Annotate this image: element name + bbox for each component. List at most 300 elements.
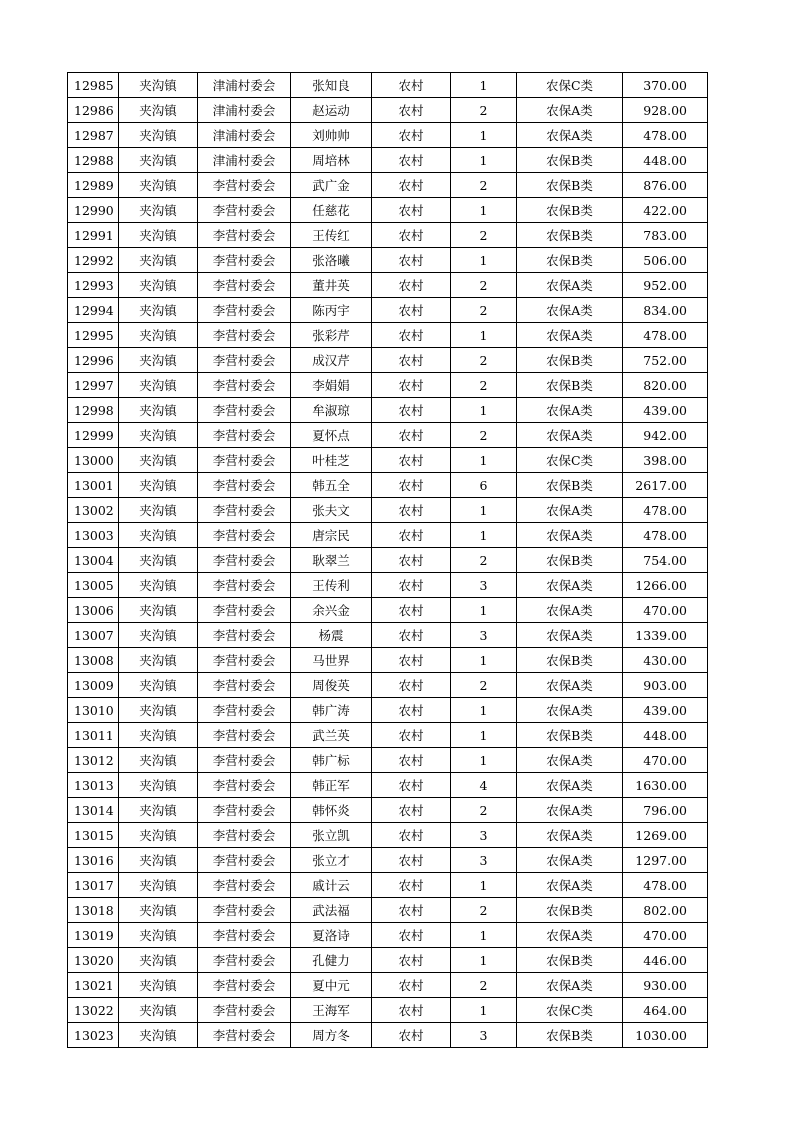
household-count-cell: 1 bbox=[451, 73, 517, 98]
name-cell: 刘帅帅 bbox=[291, 123, 372, 148]
household-count-cell: 2 bbox=[451, 298, 517, 323]
row-id-cell: 13019 bbox=[68, 923, 119, 948]
area-type-cell: 农村 bbox=[372, 848, 451, 873]
area-type-cell: 农村 bbox=[372, 423, 451, 448]
area-type-cell: 农村 bbox=[372, 198, 451, 223]
row-id-cell: 13017 bbox=[68, 873, 119, 898]
table-row bbox=[68, 298, 708, 323]
village-cell: 李营村委会 bbox=[198, 798, 291, 823]
category-cell: 农保B类 bbox=[517, 648, 623, 673]
amount-cell: 398.00 bbox=[623, 448, 708, 473]
area-type-cell: 农村 bbox=[372, 573, 451, 598]
area-type-cell: 农村 bbox=[372, 898, 451, 923]
category-cell: 农保B类 bbox=[517, 723, 623, 748]
row-id-cell: 13013 bbox=[68, 773, 119, 798]
village-cell: 李营村委会 bbox=[198, 598, 291, 623]
name-cell: 孔健力 bbox=[291, 948, 372, 973]
amount-cell: 1339.00 bbox=[623, 623, 708, 648]
area-type-cell: 农村 bbox=[372, 998, 451, 1023]
table-row bbox=[68, 473, 708, 498]
table-row bbox=[68, 673, 708, 698]
table-row bbox=[68, 273, 708, 298]
town-cell: 夹沟镇 bbox=[119, 823, 198, 848]
table-row bbox=[68, 98, 708, 123]
table-row bbox=[68, 973, 708, 998]
table-row bbox=[68, 73, 708, 98]
area-type-cell: 农村 bbox=[372, 473, 451, 498]
area-type-cell: 农村 bbox=[372, 1023, 451, 1048]
name-cell: 王传利 bbox=[291, 573, 372, 598]
area-type-cell: 农村 bbox=[372, 973, 451, 998]
row-id-cell: 13001 bbox=[68, 473, 119, 498]
village-cell: 李营村委会 bbox=[198, 698, 291, 723]
category-cell: 农保A类 bbox=[517, 673, 623, 698]
household-count-cell: 2 bbox=[451, 273, 517, 298]
category-cell: 农保A类 bbox=[517, 748, 623, 773]
table-body bbox=[68, 73, 708, 1048]
row-id-cell: 13018 bbox=[68, 898, 119, 923]
town-cell: 夹沟镇 bbox=[119, 923, 198, 948]
category-cell: 农保A类 bbox=[517, 823, 623, 848]
table-row bbox=[68, 873, 708, 898]
row-id-cell: 12996 bbox=[68, 348, 119, 373]
village-cell: 李营村委会 bbox=[198, 1023, 291, 1048]
row-id-cell: 12988 bbox=[68, 148, 119, 173]
amount-cell: 439.00 bbox=[623, 398, 708, 423]
village-cell: 李营村委会 bbox=[198, 648, 291, 673]
category-cell: 农保C类 bbox=[517, 448, 623, 473]
village-cell: 李营村委会 bbox=[198, 623, 291, 648]
area-type-cell: 农村 bbox=[372, 748, 451, 773]
category-cell: 农保B类 bbox=[517, 173, 623, 198]
amount-cell: 470.00 bbox=[623, 748, 708, 773]
household-count-cell: 1 bbox=[451, 148, 517, 173]
town-cell: 夹沟镇 bbox=[119, 648, 198, 673]
area-type-cell: 农村 bbox=[372, 373, 451, 398]
village-cell: 李营村委会 bbox=[198, 923, 291, 948]
name-cell: 戚计云 bbox=[291, 873, 372, 898]
town-cell: 夹沟镇 bbox=[119, 423, 198, 448]
name-cell: 韩五全 bbox=[291, 473, 372, 498]
household-count-cell: 1 bbox=[451, 498, 517, 523]
village-cell: 李营村委会 bbox=[198, 273, 291, 298]
name-cell: 董井英 bbox=[291, 273, 372, 298]
name-cell: 武兰英 bbox=[291, 723, 372, 748]
town-cell: 夹沟镇 bbox=[119, 948, 198, 973]
town-cell: 夹沟镇 bbox=[119, 623, 198, 648]
amount-cell: 478.00 bbox=[623, 498, 708, 523]
name-cell: 张知良 bbox=[291, 73, 372, 98]
household-count-cell: 3 bbox=[451, 1023, 517, 1048]
household-count-cell: 2 bbox=[451, 423, 517, 448]
category-cell: 农保A类 bbox=[517, 773, 623, 798]
category-cell: 农保B类 bbox=[517, 148, 623, 173]
town-cell: 夹沟镇 bbox=[119, 248, 198, 273]
village-cell: 李营村委会 bbox=[198, 548, 291, 573]
household-count-cell: 1 bbox=[451, 723, 517, 748]
village-cell: 李营村委会 bbox=[198, 998, 291, 1023]
village-cell: 李营村委会 bbox=[198, 498, 291, 523]
village-cell: 李营村委会 bbox=[198, 323, 291, 348]
table-row bbox=[68, 923, 708, 948]
category-cell: 农保A类 bbox=[517, 573, 623, 598]
area-type-cell: 农村 bbox=[372, 673, 451, 698]
village-cell: 李营村委会 bbox=[198, 223, 291, 248]
amount-cell: 942.00 bbox=[623, 423, 708, 448]
row-id-cell: 13016 bbox=[68, 848, 119, 873]
area-type-cell: 农村 bbox=[372, 73, 451, 98]
amount-cell: 430.00 bbox=[623, 648, 708, 673]
area-type-cell: 农村 bbox=[372, 498, 451, 523]
household-count-cell: 1 bbox=[451, 748, 517, 773]
table-row bbox=[68, 773, 708, 798]
town-cell: 夹沟镇 bbox=[119, 348, 198, 373]
amount-cell: 783.00 bbox=[623, 223, 708, 248]
amount-cell: 1266.00 bbox=[623, 573, 708, 598]
name-cell: 成汉芹 bbox=[291, 348, 372, 373]
town-cell: 夹沟镇 bbox=[119, 473, 198, 498]
row-id-cell: 12997 bbox=[68, 373, 119, 398]
town-cell: 夹沟镇 bbox=[119, 198, 198, 223]
household-count-cell: 3 bbox=[451, 623, 517, 648]
area-type-cell: 农村 bbox=[372, 773, 451, 798]
amount-cell: 470.00 bbox=[623, 598, 708, 623]
row-id-cell: 12998 bbox=[68, 398, 119, 423]
category-cell: 农保B类 bbox=[517, 898, 623, 923]
category-cell: 农保A类 bbox=[517, 98, 623, 123]
table-row bbox=[68, 123, 708, 148]
row-id-cell: 12985 bbox=[68, 73, 119, 98]
town-cell: 夹沟镇 bbox=[119, 848, 198, 873]
amount-cell: 802.00 bbox=[623, 898, 708, 923]
row-id-cell: 13007 bbox=[68, 623, 119, 648]
row-id-cell: 12990 bbox=[68, 198, 119, 223]
name-cell: 牟淑琼 bbox=[291, 398, 372, 423]
name-cell: 夏怀点 bbox=[291, 423, 372, 448]
category-cell: 农保B类 bbox=[517, 198, 623, 223]
village-cell: 李营村委会 bbox=[198, 348, 291, 373]
town-cell: 夹沟镇 bbox=[119, 298, 198, 323]
name-cell: 叶桂芝 bbox=[291, 448, 372, 473]
household-count-cell: 1 bbox=[451, 648, 517, 673]
household-count-cell: 1 bbox=[451, 698, 517, 723]
table-row bbox=[68, 348, 708, 373]
village-cell: 李营村委会 bbox=[198, 723, 291, 748]
village-cell: 李营村委会 bbox=[198, 773, 291, 798]
village-cell: 李营村委会 bbox=[198, 673, 291, 698]
town-cell: 夹沟镇 bbox=[119, 98, 198, 123]
row-id-cell: 13000 bbox=[68, 448, 119, 473]
household-count-cell: 1 bbox=[451, 198, 517, 223]
household-count-cell: 1 bbox=[451, 448, 517, 473]
name-cell: 余兴金 bbox=[291, 598, 372, 623]
town-cell: 夹沟镇 bbox=[119, 1023, 198, 1048]
category-cell: 农保B类 bbox=[517, 373, 623, 398]
household-count-cell: 4 bbox=[451, 773, 517, 798]
amount-cell: 2617.00 bbox=[623, 473, 708, 498]
village-cell: 津浦村委会 bbox=[198, 148, 291, 173]
row-id-cell: 13004 bbox=[68, 548, 119, 573]
row-id-cell: 13006 bbox=[68, 598, 119, 623]
row-id-cell: 13003 bbox=[68, 523, 119, 548]
household-count-cell: 2 bbox=[451, 898, 517, 923]
amount-cell: 903.00 bbox=[623, 673, 708, 698]
village-cell: 李营村委会 bbox=[198, 973, 291, 998]
name-cell: 张立凯 bbox=[291, 823, 372, 848]
row-id-cell: 12995 bbox=[68, 323, 119, 348]
amount-cell: 752.00 bbox=[623, 348, 708, 373]
table-row bbox=[68, 598, 708, 623]
table-row bbox=[68, 823, 708, 848]
table-row bbox=[68, 698, 708, 723]
household-count-cell: 1 bbox=[451, 598, 517, 623]
row-id-cell: 12993 bbox=[68, 273, 119, 298]
town-cell: 夹沟镇 bbox=[119, 148, 198, 173]
area-type-cell: 农村 bbox=[372, 273, 451, 298]
town-cell: 夹沟镇 bbox=[119, 698, 198, 723]
area-type-cell: 农村 bbox=[372, 798, 451, 823]
town-cell: 夹沟镇 bbox=[119, 323, 198, 348]
village-cell: 李营村委会 bbox=[198, 473, 291, 498]
name-cell: 夏中元 bbox=[291, 973, 372, 998]
amount-cell: 820.00 bbox=[623, 373, 708, 398]
village-cell: 津浦村委会 bbox=[198, 98, 291, 123]
area-type-cell: 农村 bbox=[372, 248, 451, 273]
village-cell: 李营村委会 bbox=[198, 248, 291, 273]
household-count-cell: 2 bbox=[451, 98, 517, 123]
household-count-cell: 2 bbox=[451, 548, 517, 573]
row-id-cell: 13023 bbox=[68, 1023, 119, 1048]
area-type-cell: 农村 bbox=[372, 648, 451, 673]
village-cell: 李营村委会 bbox=[198, 198, 291, 223]
area-type-cell: 农村 bbox=[372, 923, 451, 948]
village-cell: 李营村委会 bbox=[198, 898, 291, 923]
town-cell: 夹沟镇 bbox=[119, 973, 198, 998]
area-type-cell: 农村 bbox=[372, 523, 451, 548]
category-cell: 农保A类 bbox=[517, 323, 623, 348]
amount-cell: 464.00 bbox=[623, 998, 708, 1023]
area-type-cell: 农村 bbox=[372, 948, 451, 973]
category-cell: 农保B类 bbox=[517, 348, 623, 373]
household-count-cell: 3 bbox=[451, 848, 517, 873]
table-row bbox=[68, 998, 708, 1023]
name-cell: 张洛曦 bbox=[291, 248, 372, 273]
table-row bbox=[68, 498, 708, 523]
table-row bbox=[68, 248, 708, 273]
amount-cell: 478.00 bbox=[623, 123, 708, 148]
area-type-cell: 农村 bbox=[372, 98, 451, 123]
amount-cell: 478.00 bbox=[623, 873, 708, 898]
table-row bbox=[68, 223, 708, 248]
area-type-cell: 农村 bbox=[372, 348, 451, 373]
town-cell: 夹沟镇 bbox=[119, 748, 198, 773]
town-cell: 夹沟镇 bbox=[119, 898, 198, 923]
category-cell: 农保A类 bbox=[517, 398, 623, 423]
town-cell: 夹沟镇 bbox=[119, 798, 198, 823]
area-type-cell: 农村 bbox=[372, 448, 451, 473]
amount-cell: 470.00 bbox=[623, 923, 708, 948]
table-row bbox=[68, 1023, 708, 1048]
town-cell: 夹沟镇 bbox=[119, 498, 198, 523]
category-cell: 农保A类 bbox=[517, 873, 623, 898]
town-cell: 夹沟镇 bbox=[119, 523, 198, 548]
row-id-cell: 12992 bbox=[68, 248, 119, 273]
area-type-cell: 农村 bbox=[372, 873, 451, 898]
data-table bbox=[67, 72, 708, 1048]
row-id-cell: 13009 bbox=[68, 673, 119, 698]
name-cell: 韩正军 bbox=[291, 773, 372, 798]
row-id-cell: 13022 bbox=[68, 998, 119, 1023]
category-cell: 农保A类 bbox=[517, 298, 623, 323]
village-cell: 李营村委会 bbox=[198, 298, 291, 323]
row-id-cell: 13005 bbox=[68, 573, 119, 598]
category-cell: 农保A类 bbox=[517, 273, 623, 298]
area-type-cell: 农村 bbox=[372, 323, 451, 348]
category-cell: 农保B类 bbox=[517, 223, 623, 248]
name-cell: 耿翠兰 bbox=[291, 548, 372, 573]
household-count-cell: 1 bbox=[451, 123, 517, 148]
name-cell: 陈丙宇 bbox=[291, 298, 372, 323]
household-count-cell: 1 bbox=[451, 998, 517, 1023]
table-row bbox=[68, 623, 708, 648]
amount-cell: 448.00 bbox=[623, 148, 708, 173]
category-cell: 农保A类 bbox=[517, 523, 623, 548]
row-id-cell: 12989 bbox=[68, 173, 119, 198]
name-cell: 韩怀炎 bbox=[291, 798, 372, 823]
category-cell: 农保A类 bbox=[517, 848, 623, 873]
category-cell: 农保A类 bbox=[517, 798, 623, 823]
village-cell: 李营村委会 bbox=[198, 398, 291, 423]
area-type-cell: 农村 bbox=[372, 548, 451, 573]
category-cell: 农保C类 bbox=[517, 73, 623, 98]
name-cell: 任慈花 bbox=[291, 198, 372, 223]
area-type-cell: 农村 bbox=[372, 173, 451, 198]
town-cell: 夹沟镇 bbox=[119, 873, 198, 898]
amount-cell: 478.00 bbox=[623, 523, 708, 548]
town-cell: 夹沟镇 bbox=[119, 448, 198, 473]
name-cell: 赵运动 bbox=[291, 98, 372, 123]
row-id-cell: 13011 bbox=[68, 723, 119, 748]
town-cell: 夹沟镇 bbox=[119, 223, 198, 248]
table-row bbox=[68, 573, 708, 598]
category-cell: 农保B类 bbox=[517, 248, 623, 273]
table-row bbox=[68, 948, 708, 973]
amount-cell: 930.00 bbox=[623, 973, 708, 998]
household-count-cell: 1 bbox=[451, 923, 517, 948]
household-count-cell: 1 bbox=[451, 398, 517, 423]
amount-cell: 1269.00 bbox=[623, 823, 708, 848]
household-count-cell: 2 bbox=[451, 798, 517, 823]
area-type-cell: 农村 bbox=[372, 223, 451, 248]
category-cell: 农保A类 bbox=[517, 698, 623, 723]
category-cell: 农保C类 bbox=[517, 998, 623, 1023]
name-cell: 唐宗民 bbox=[291, 523, 372, 548]
table-row bbox=[68, 373, 708, 398]
name-cell: 夏洛诗 bbox=[291, 923, 372, 948]
row-id-cell: 13002 bbox=[68, 498, 119, 523]
name-cell: 周俊英 bbox=[291, 673, 372, 698]
household-count-cell: 3 bbox=[451, 823, 517, 848]
town-cell: 夹沟镇 bbox=[119, 548, 198, 573]
row-id-cell: 12987 bbox=[68, 123, 119, 148]
amount-cell: 1630.00 bbox=[623, 773, 708, 798]
table-row bbox=[68, 448, 708, 473]
row-id-cell: 13010 bbox=[68, 698, 119, 723]
category-cell: 农保A类 bbox=[517, 423, 623, 448]
table-row bbox=[68, 748, 708, 773]
row-id-cell: 13015 bbox=[68, 823, 119, 848]
area-type-cell: 农村 bbox=[372, 823, 451, 848]
row-id-cell: 12999 bbox=[68, 423, 119, 448]
household-count-cell: 1 bbox=[451, 948, 517, 973]
category-cell: 农保A类 bbox=[517, 123, 623, 148]
household-count-cell: 2 bbox=[451, 673, 517, 698]
household-count-cell: 2 bbox=[451, 973, 517, 998]
table-row bbox=[68, 148, 708, 173]
town-cell: 夹沟镇 bbox=[119, 73, 198, 98]
village-cell: 李营村委会 bbox=[198, 873, 291, 898]
amount-cell: 370.00 bbox=[623, 73, 708, 98]
category-cell: 农保A类 bbox=[517, 923, 623, 948]
area-type-cell: 农村 bbox=[372, 123, 451, 148]
town-cell: 夹沟镇 bbox=[119, 598, 198, 623]
category-cell: 农保B类 bbox=[517, 548, 623, 573]
household-count-cell: 1 bbox=[451, 323, 517, 348]
village-cell: 李营村委会 bbox=[198, 373, 291, 398]
household-count-cell: 3 bbox=[451, 573, 517, 598]
name-cell: 周培林 bbox=[291, 148, 372, 173]
table-row bbox=[68, 423, 708, 448]
row-id-cell: 12994 bbox=[68, 298, 119, 323]
village-cell: 李营村委会 bbox=[198, 423, 291, 448]
table-row bbox=[68, 648, 708, 673]
area-type-cell: 农村 bbox=[372, 723, 451, 748]
table-row bbox=[68, 323, 708, 348]
amount-cell: 754.00 bbox=[623, 548, 708, 573]
amount-cell: 1030.00 bbox=[623, 1023, 708, 1048]
name-cell: 王传红 bbox=[291, 223, 372, 248]
amount-cell: 928.00 bbox=[623, 98, 708, 123]
table-row bbox=[68, 523, 708, 548]
category-cell: 农保B类 bbox=[517, 1023, 623, 1048]
name-cell: 杨震 bbox=[291, 623, 372, 648]
row-id-cell: 13021 bbox=[68, 973, 119, 998]
town-cell: 夹沟镇 bbox=[119, 673, 198, 698]
amount-cell: 952.00 bbox=[623, 273, 708, 298]
town-cell: 夹沟镇 bbox=[119, 398, 198, 423]
amount-cell: 478.00 bbox=[623, 323, 708, 348]
category-cell: 农保A类 bbox=[517, 498, 623, 523]
category-cell: 农保A类 bbox=[517, 973, 623, 998]
name-cell: 张夫文 bbox=[291, 498, 372, 523]
table-row bbox=[68, 723, 708, 748]
amount-cell: 439.00 bbox=[623, 698, 708, 723]
village-cell: 李营村委会 bbox=[198, 848, 291, 873]
area-type-cell: 农村 bbox=[372, 148, 451, 173]
area-type-cell: 农村 bbox=[372, 598, 451, 623]
household-count-cell: 1 bbox=[451, 523, 517, 548]
table-row bbox=[68, 848, 708, 873]
name-cell: 武广金 bbox=[291, 173, 372, 198]
table-row bbox=[68, 398, 708, 423]
category-cell: 农保A类 bbox=[517, 598, 623, 623]
amount-cell: 796.00 bbox=[623, 798, 708, 823]
row-id-cell: 13020 bbox=[68, 948, 119, 973]
household-count-cell: 2 bbox=[451, 373, 517, 398]
area-type-cell: 农村 bbox=[372, 398, 451, 423]
village-cell: 李营村委会 bbox=[198, 523, 291, 548]
town-cell: 夹沟镇 bbox=[119, 573, 198, 598]
